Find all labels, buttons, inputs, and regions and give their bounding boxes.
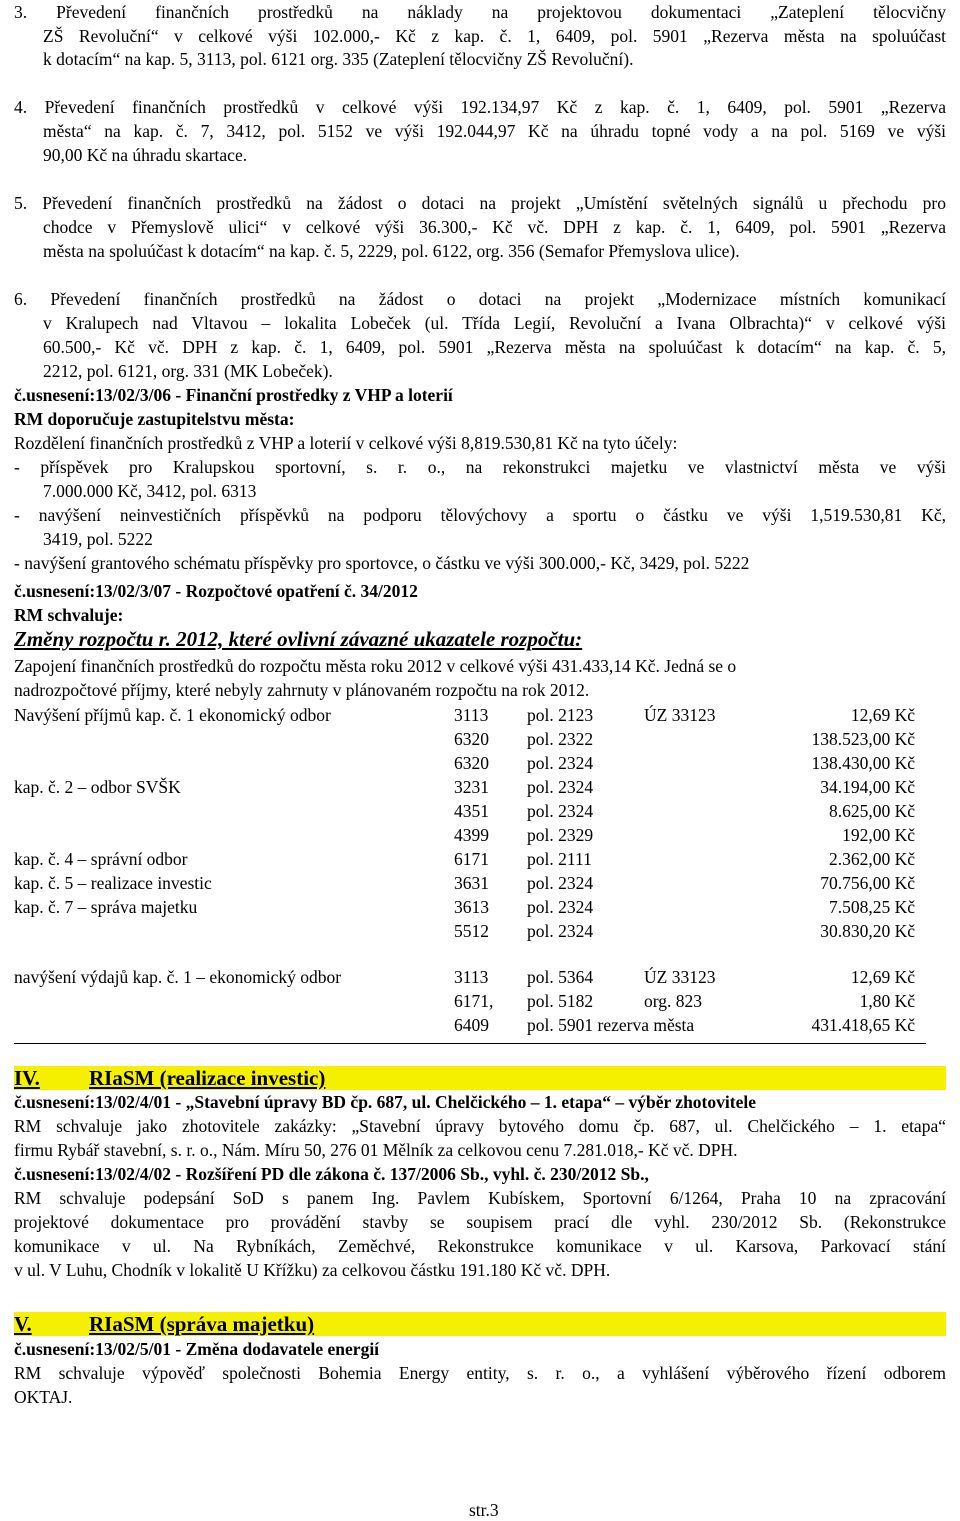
table-row-item: pol. 5364	[527, 967, 594, 987]
item-5-line-1: 5. Převedení finančních prostředků na žádost o dotaci na projekt „Umístění světelných signálů u přechodu pro	[14, 193, 946, 213]
resolution-402-line-4: v ul. V Luhu, Chodník v lokalitě U Křížku) za celkovou částku 191.180 Kč vč. DPH.	[14, 1260, 611, 1280]
resolution-401-title: č.usnesení:13/02/4/01 - „Stavební úpravy BD čp. 687, ul. Chelčického – 1. etapa“ – výběr zhotovitele	[14, 1092, 756, 1112]
item-6-line-1: 6. Převedení finančních prostředků na žádost o dotaci na projekt „Modernizace místních komunikací	[14, 289, 946, 309]
table-row-label: navýšení výdajů kap. č. 1 – ekonomický odbor	[14, 967, 342, 987]
resolution-306-line-2: - příspěvek pro Kralupskou sportovní, s. r. o., na rekonstrukci majetku ve vlastnictví města ve výši	[14, 457, 946, 477]
table-row-amount: 70.756,00 Kč	[820, 873, 915, 893]
table-row-item: pol. 5901 rezerva města	[527, 1015, 695, 1035]
resolution-501-title: č.usnesení:13/02/5/01 - Změna dodavatele energií	[14, 1339, 380, 1359]
table-row-paragraph: 6320	[454, 729, 489, 749]
resolution-307-line-1: Zapojení finančních prostředků do rozpočtu města roku 2012 v celkové výši 431.433,14 Kč. Jedná se o	[14, 656, 737, 676]
table-row-org: ÚZ 33123	[644, 967, 716, 987]
item-4-line-3: 90,00 Kč na úhradu skartace.	[43, 145, 248, 165]
item-3-line-1: 3. Převedení finančních prostředků na náklady na projektovou dokumentaci „Zateplení tělocvičny	[14, 2, 946, 22]
table-row-amount: 12,69 Kč	[850, 967, 915, 987]
resolution-307-sub: RM schvaluje:	[14, 605, 124, 625]
resolution-402-line-3: komunikace v ul. Na Rybníkách, Zeměchvé, Rekonstrukce komunikace v ul. Karsova, Parkovací stání	[14, 1236, 946, 1256]
table-row-paragraph: 6171	[454, 849, 489, 869]
resolution-402-line-2: projektové dokumentace pro provádění stavby se soupisem prací dle vyhl. 230/2012 Sb. (Rekonstrukce	[14, 1212, 946, 1232]
resolution-401-line-2: firmu Rybář stavební, s. r. o., Nám. Míru 50, 276 01 Mělník za celkovou cenu 7.281.018,- Kč vč. DPH.	[14, 1140, 738, 1160]
table-row-item: pol. 2324	[527, 873, 594, 893]
table-row-amount: 138.523,00 Kč	[811, 729, 915, 749]
item-4-line-1: 4. Převedení finančních prostředků v celkové výši 192.134,97 Kč z kap. č. 1, 6409, pol. 5901 „Rezerva	[14, 97, 946, 117]
table-row-paragraph: 3613	[454, 897, 489, 917]
resolution-306-title: č.usnesení:13/02/3/06 - Finanční prostředky z VHP a loterií	[14, 385, 453, 405]
table-row-amount: 138.430,00 Kč	[811, 753, 915, 773]
resolution-402-title: č.usnesení:13/02/4/02 - Rozšíření PD dle zákona č. 137/2006 Sb., vyhl. č. 230/2012 Sb.,	[14, 1164, 649, 1184]
resolution-307-line-2: nadrozpočtové příjmy, které nebyly zahrnuty v plánovaném rozpočtu na rok 2012.	[14, 680, 590, 700]
resolution-401-line-1: RM schvaluje jako zhotovitele zakázky: „Stavební úpravy bytového domu čp. 687, ul. Chelčického – 1. etapa“	[14, 1116, 946, 1136]
resolution-501-line-2: OKTAJ.	[14, 1387, 73, 1407]
table-row-amount: 2.362,00 Kč	[828, 849, 915, 869]
item-6-line-2: v Kralupech nad Vltavou – lokalita Lobeček (ul. Třída Legií, Revoluční a Ivana Olbrachta)“ v celkové výši	[43, 313, 946, 333]
table-row-item: pol. 2123	[527, 705, 594, 725]
table-row-label: kap. č. 2 – odbor SVŠK	[14, 777, 181, 797]
item-6-line-3: 60.500,- Kč vč. DPH z kap. č. 1, 6409, pol. 5901 „Rezerva města na spoluúčast k dotacím“ na kap. č. 5,	[43, 337, 946, 357]
table-row-amount: 12,69 Kč	[850, 705, 915, 725]
table-row-item: pol. 2329	[527, 825, 594, 845]
table-row-item: pol. 2324	[527, 753, 594, 773]
table-row-item: pol. 2324	[527, 897, 594, 917]
section-divider	[14, 1043, 926, 1044]
table-row-label: kap. č. 7 – správa majetku	[14, 897, 198, 917]
section-iv-number: IV.	[14, 1066, 40, 1090]
resolution-501-line-1: RM schvaluje výpověď společnosti Bohemia Energy entity, s. r. o., a vyhlášení výběrového řízení odborem	[14, 1363, 946, 1383]
resolution-307-heading: Změny rozpočtu r. 2012, které ovlivní závazné ukazatele rozpočtu:	[14, 627, 583, 651]
item-3-line-2: ZŠ Revoluční“ v celkové výši 102.000,- Kč z kap. č. 1, 6409, pol. 5901 „Rezerva města na spoluúčast	[43, 26, 946, 46]
table-row-amount: 7.508,25 Kč	[828, 897, 915, 917]
table-row-paragraph: 6409	[454, 1015, 489, 1035]
table-row-item: pol. 2324	[527, 801, 594, 821]
table-row-amount: 8.625,00 Kč	[828, 801, 915, 821]
page-number: str.3	[469, 1500, 499, 1520]
table-row-paragraph: 3231	[454, 777, 489, 797]
resolution-307-title: č.usnesení:13/02/3/07 - Rozpočtové opatření č. 34/2012	[14, 581, 418, 601]
resolution-402-line-1: RM schvaluje podepsání SoD s panem Ing. Pavlem Kubískem, Sportovní 6/1264, Praha 10 na zpracování	[14, 1188, 946, 1208]
table-row-item: pol. 5182	[527, 991, 594, 1011]
table-row-amount: 431.418,65 Kč	[811, 1015, 915, 1035]
table-row-paragraph: 4351	[454, 801, 489, 821]
resolution-306-line-6: - navýšení grantového schématu příspěvky pro sportovce, o částku ve výši 300.000,- Kč, 3429, pol. 5222	[14, 553, 750, 573]
table-row-org: ÚZ 33123	[644, 705, 716, 725]
table-row-org: org. 823	[644, 991, 703, 1011]
table-row-item: pol. 2324	[527, 777, 594, 797]
section-iv-title: RIaSM (realizace investic)	[89, 1066, 326, 1090]
resolution-306-sub: RM doporučuje zastupitelstvu města:	[14, 409, 295, 429]
table-row-amount: 34.194,00 Kč	[820, 777, 915, 797]
section-iv-header	[14, 1066, 946, 1090]
table-row-amount: 192,00 Kč	[842, 825, 915, 845]
item-4-line-2: města“ na kap. č. 7, 3412, pol. 5152 ve výši 192.044,97 Kč na úhradu topné vody a na pol. 5169 ve výši	[43, 121, 946, 141]
table-row-label: kap. č. 5 – realizace investic	[14, 873, 212, 893]
section-v-header	[14, 1312, 946, 1336]
table-row-paragraph: 6320	[454, 753, 489, 773]
table-row-amount: 1,80 Kč	[859, 991, 915, 1011]
table-row-paragraph: 5512	[454, 921, 489, 941]
table-row-paragraph: 3113	[454, 705, 489, 725]
table-row-item: pol. 2111	[527, 849, 592, 869]
table-row-paragraph: 3113	[454, 967, 489, 987]
table-row-paragraph: 3631	[454, 873, 489, 893]
table-row-label: Navýšení příjmů kap. č. 1 ekonomický odbor	[14, 705, 331, 725]
resolution-306-line-1: Rozdělení finančních prostředků z VHP a loterií v celkové výši 8,819.530,81 Kč na tyto účely:	[14, 433, 678, 453]
resolution-306-line-3: 7.000.000 Kč, 3412, pol. 6313	[43, 481, 257, 501]
item-3-line-3: k dotacím“ na kap. 5, 3113, pol. 6121 org. 335 (Zateplení tělocvičny ZŠ Revoluční).	[43, 49, 634, 69]
table-row-item: pol. 2324	[527, 921, 594, 941]
section-v-number: V.	[14, 1312, 32, 1336]
item-5-line-2: chodce v Přemyslově ulici“ v celkové výši 36.300,- Kč vč. DPH z kap. č. 1, 6409, pol. 5901 „Rezerva	[43, 217, 946, 237]
table-row-paragraph: 6171,	[454, 991, 494, 1011]
item-6-line-4: 2212, pol. 6121, org. 331 (MK Lobeček).	[43, 361, 333, 381]
resolution-306-line-4: - navýšení neinvestičních příspěvků na podporu tělovýchovy a sportu o částku ve výši 1,519.530,81 Kč,	[14, 505, 946, 525]
table-row-paragraph: 4399	[454, 825, 489, 845]
section-v-title: RIaSM (správa majetku)	[89, 1312, 315, 1336]
resolution-306-line-5: 3419, pol. 5222	[43, 529, 153, 549]
item-5-line-3: města na spoluúčast k dotacím“ na kap. č. 5, 2229, pol. 6122, org. 356 (Semafor Přemyslova ulice).	[43, 241, 740, 261]
table-row-amount: 30.830,20 Kč	[820, 921, 915, 941]
table-row-item: pol. 2322	[527, 729, 594, 749]
table-row-label: kap. č. 4 – správní odbor	[14, 849, 188, 869]
